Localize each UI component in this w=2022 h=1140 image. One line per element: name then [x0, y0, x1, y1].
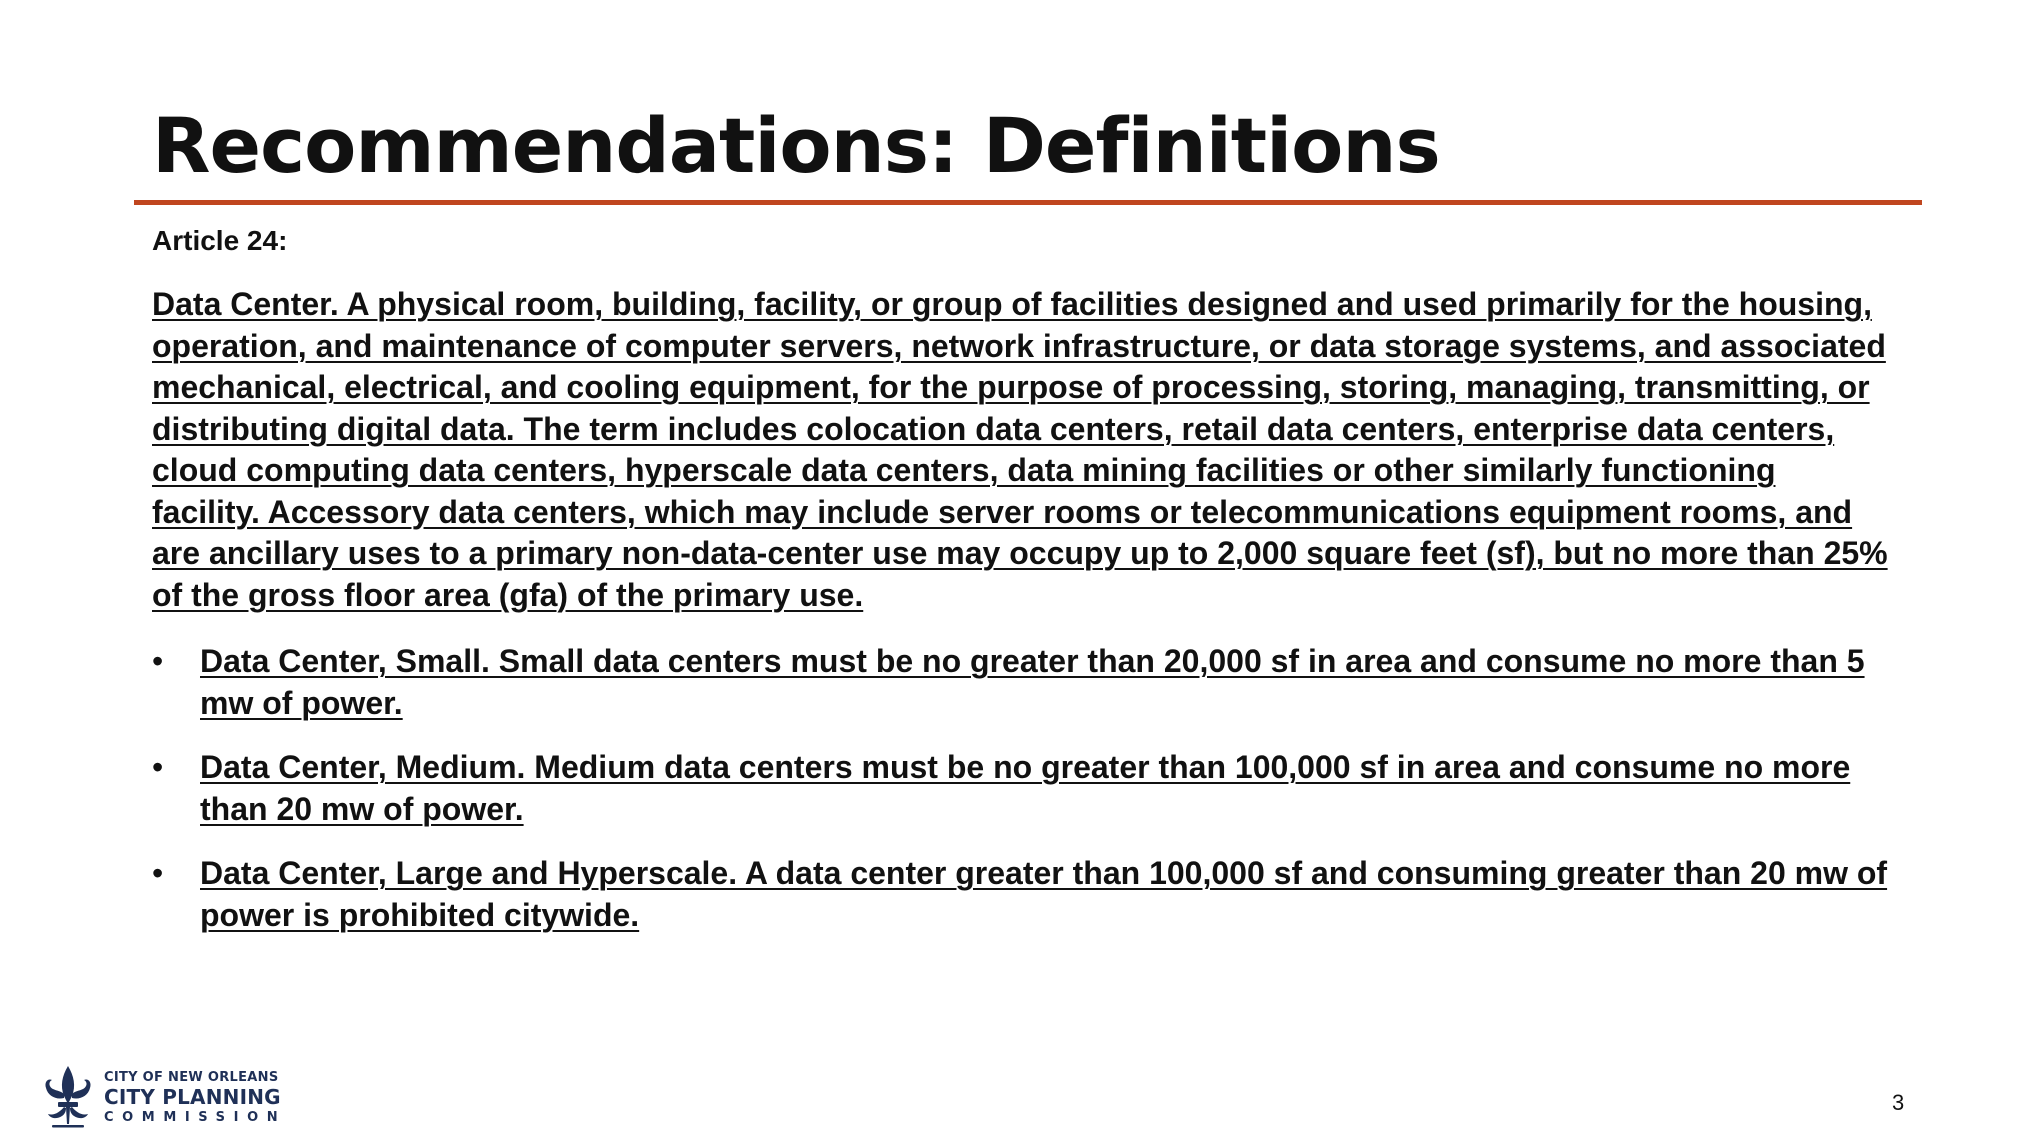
bullet-medium-data-center — [152, 746, 1892, 830]
fleur-de-lis-icon — [38, 1064, 98, 1130]
logo-city-line: CITY OF NEW ORLEANS — [104, 1069, 279, 1085]
data-center-definition: Data Center. A physical room, building, facility, or group of facilities designed and used primarily for the housing, operation, and maintenance of computer servers, network infrastructure, or data storage systems, and associated mechanical, electrical, and cooling equipment, for the purpose of processing, storing, managing, transmitting, or distributing digital data. The term includes colocation data centers, retail data centers, enterprise data centers, cloud computing data centers, hyperscale data centers, data mining facilities or other similarly functioning facility. Accessory data centers, which may include server rooms or telecommunications equipment rooms, and are ancillary uses to a primary non-data-center use may occupy up to 2,000 square feet (sf), but no more than 25% of the gross floor area (gfa) of the primary use. — [152, 286, 1888, 613]
slide-content — [152, 222, 1892, 958]
page-number: 3 — [1892, 1090, 1905, 1115]
article-label: Article 24: — [152, 225, 288, 256]
title-divider — [134, 200, 1922, 205]
data-center-size-list — [152, 640, 1892, 936]
bullet-text: Data Center, Medium. Medium data centers must be no greater than 100,000 sf in area and consume no more than 20 mw of power. — [200, 749, 1851, 827]
logo-text — [104, 1071, 286, 1124]
bullet-icon: • — [152, 749, 164, 785]
bullet-icon: • — [152, 643, 164, 679]
bullet-text: Data Center, Large and Hyperscale. A data center greater than 100,000 sf and consuming greater than 20 mw of power is prohibited citywide. — [200, 855, 1888, 933]
bullet-text: Data Center, Small. Small data centers must be no greater than 20,000 sf in area and consume no more than 5 mw of power. — [200, 643, 1865, 721]
bullet-icon: • — [152, 855, 164, 891]
logo-commission-line: COMMISSION — [104, 1109, 287, 1125]
bullet-small-data-center — [152, 640, 1892, 724]
bullet-large-data-center — [152, 852, 1892, 936]
city-planning-commission-logo — [38, 1064, 286, 1130]
slide-title: Recommendations: Definitions — [152, 101, 1440, 190]
logo-department-line: CITY PLANNING — [104, 1084, 281, 1109]
